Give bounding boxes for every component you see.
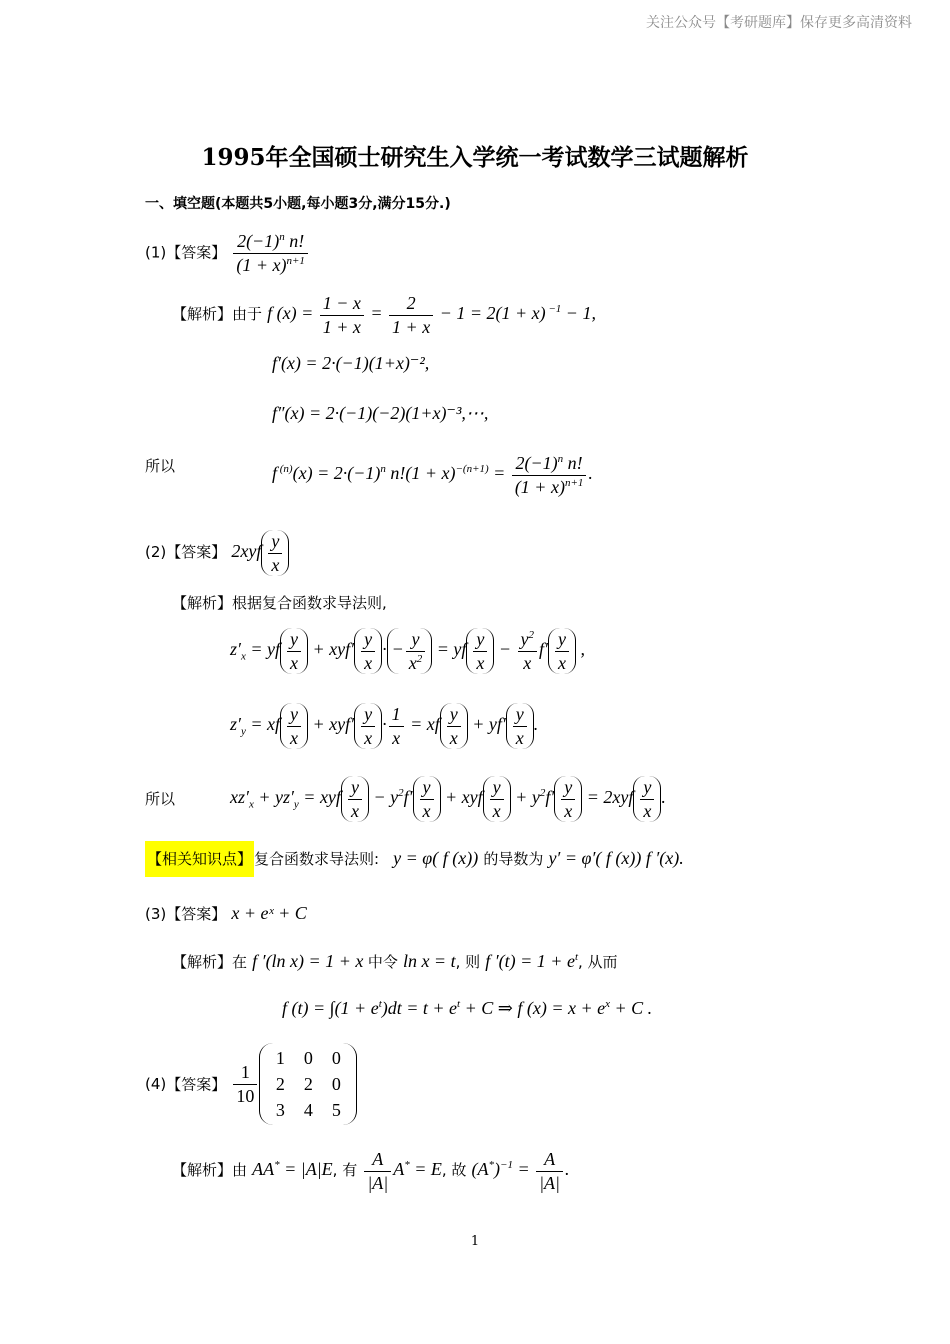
q3-answer-formula: x + eˣ + C [231,903,307,923]
related-formula-1: y = φ( f (x)) [384,848,479,868]
q4-formula-c: $(A^*)^{-1}$ = $\frac{A}{|A|}$ . [471,1149,570,1193]
q4-text-3: , 故 [441,1161,467,1180]
therefore-label: 所以 [145,457,176,475]
q2-answer-formula: 2xyf $\frac{y}{x}$ [231,541,289,561]
q3-formula-a: f ′(ln x) = 1 + x [252,951,368,971]
q2-analysis-intro [172,592,387,613]
q1-intro: 由于 [232,305,263,324]
q4-text-2: , 有 [332,1161,358,1180]
q2-related [145,848,684,869]
therefore-label: 所以 [145,790,176,808]
related-label: 【相关知识点】 [145,841,254,877]
q2-conclusion-label [145,788,175,809]
q3-formula-c: f $'(t) = 1 + e^t$ [485,951,578,971]
page-number: 1 [470,1234,480,1249]
q4-formula-a: AA* = |A|E [252,1159,333,1180]
q1-answer-formula: $\frac{2(-1)^n n!}{(1 + x)^{n+1}}$ [233,230,308,276]
q3-analysis [172,951,618,972]
q3-answer [145,903,307,924]
answer-label: 【答案】 [166,243,227,262]
analysis-label: 【解析】 [172,594,233,612]
analysis-label: 【解析】 [172,305,233,324]
related-text: 复合函数求导法则: [254,850,380,868]
q3-number: (3) [145,905,167,923]
watermark: 关注公众号【考研题库】保存更多高清资料 [646,15,912,31]
analysis-label: 【解析】 [172,1161,233,1180]
q2-formula-zy: $z'_y$ = xf $\frac{y}{x}$ + xyf′ $\frac{y}{x}$ · $\frac{1}{x}$ = xf $\frac{y}{x}$ + yf′ $\frac{y}{x}$ . [230,704,539,748]
q3-text-1: 在 [232,953,248,971]
q4-text-1: 由 [232,1161,248,1180]
q2-number: (2) [145,543,167,562]
q1-formula-2: f′(x) = 2·(−1)(1+x)⁻², [272,353,430,373]
q2-formula-sum: $xz'_x + yz'_y$ = xyf $\frac{y}{x}$ − $y^2f'$ $\frac{y}{x}$ + xyf $\frac{y}{x}$ + $y^2f'$ $\frac{y}{x}$ = 2xyf $\frac{y}{x}$ . [230,777,666,821]
q4-answer [145,1043,357,1125]
q1-answer [145,230,310,276]
q2-formula-zx: $z'_x$ = yf $\frac{y}{x}$ + xyf′ $\frac{y}{x}$ · − $\frac{y}{x^2}$ = yf $\frac{y}{x}$ − $\frac{y^2}{x}$ f′ $\frac{y}{x}$ , [230,629,585,673]
q3-text-3: , 则 [455,953,481,971]
q2-answer [145,530,289,576]
answer-label: 【答案】 [166,905,227,923]
q1-formula-4: f $^{(n)}(x) = 2\cdot(-1)^n$ $n!(1 + x)^{-(n+1)}$ = $\frac{2(-1)^n n!}{(1 + x)^{n+1}}$ . [272,453,593,497]
q1-analysis-line1 [172,292,596,338]
q3-formula-b: ln x = t [402,951,456,971]
q1-number: (1) [145,243,167,262]
page-title: 1995年全国硕士研究生入学统一考试数学三试题解析 [201,144,749,171]
q1-conclusion [145,455,175,476]
q1-formula-3: f″(x) = 2·(−1)(−2)(1+x)⁻³,⋯, [272,403,489,423]
q3-text-4: , 从而 [578,953,618,971]
section-heading: 一、填空题(本题共5小题,每小题3分,满分15分.) [145,196,451,212]
q4-matrix: 1 0 0 2 2 0 3 4 5 [259,1043,357,1125]
q4-number: (4) [145,1075,167,1093]
q1-formula-1: f (x) = $\frac{1 - x}{1 + x}$ = $\frac{2}{1 + x}$ − 1 = 2(1 + x) $^{-1}$ − 1, [267,293,596,337]
related-formula-2: y′ = φ′( f (x)) f ′(x). [548,848,684,868]
q4-fraction: $\frac{1}{10}$ [233,1061,257,1107]
q3-formula-integral: f $(t) = \int(1 + e^t)dt = t + e^t + C$ ⇒ f $(x) = x + e^x + C$ . [282,998,653,1018]
q4-formula-b: $\frac{A}{|A|}$ A* = E [362,1159,442,1179]
related-mid: 的导数为 [483,850,544,868]
answer-label: 【答案】 [166,1075,227,1094]
q3-text-2: 中令 [367,953,398,971]
analysis-label: 【解析】 [172,953,233,971]
answer-label: 【答案】 [166,543,227,562]
q4-analysis [172,1148,570,1194]
q2-intro: 根据复合函数求导法则, [232,594,387,612]
